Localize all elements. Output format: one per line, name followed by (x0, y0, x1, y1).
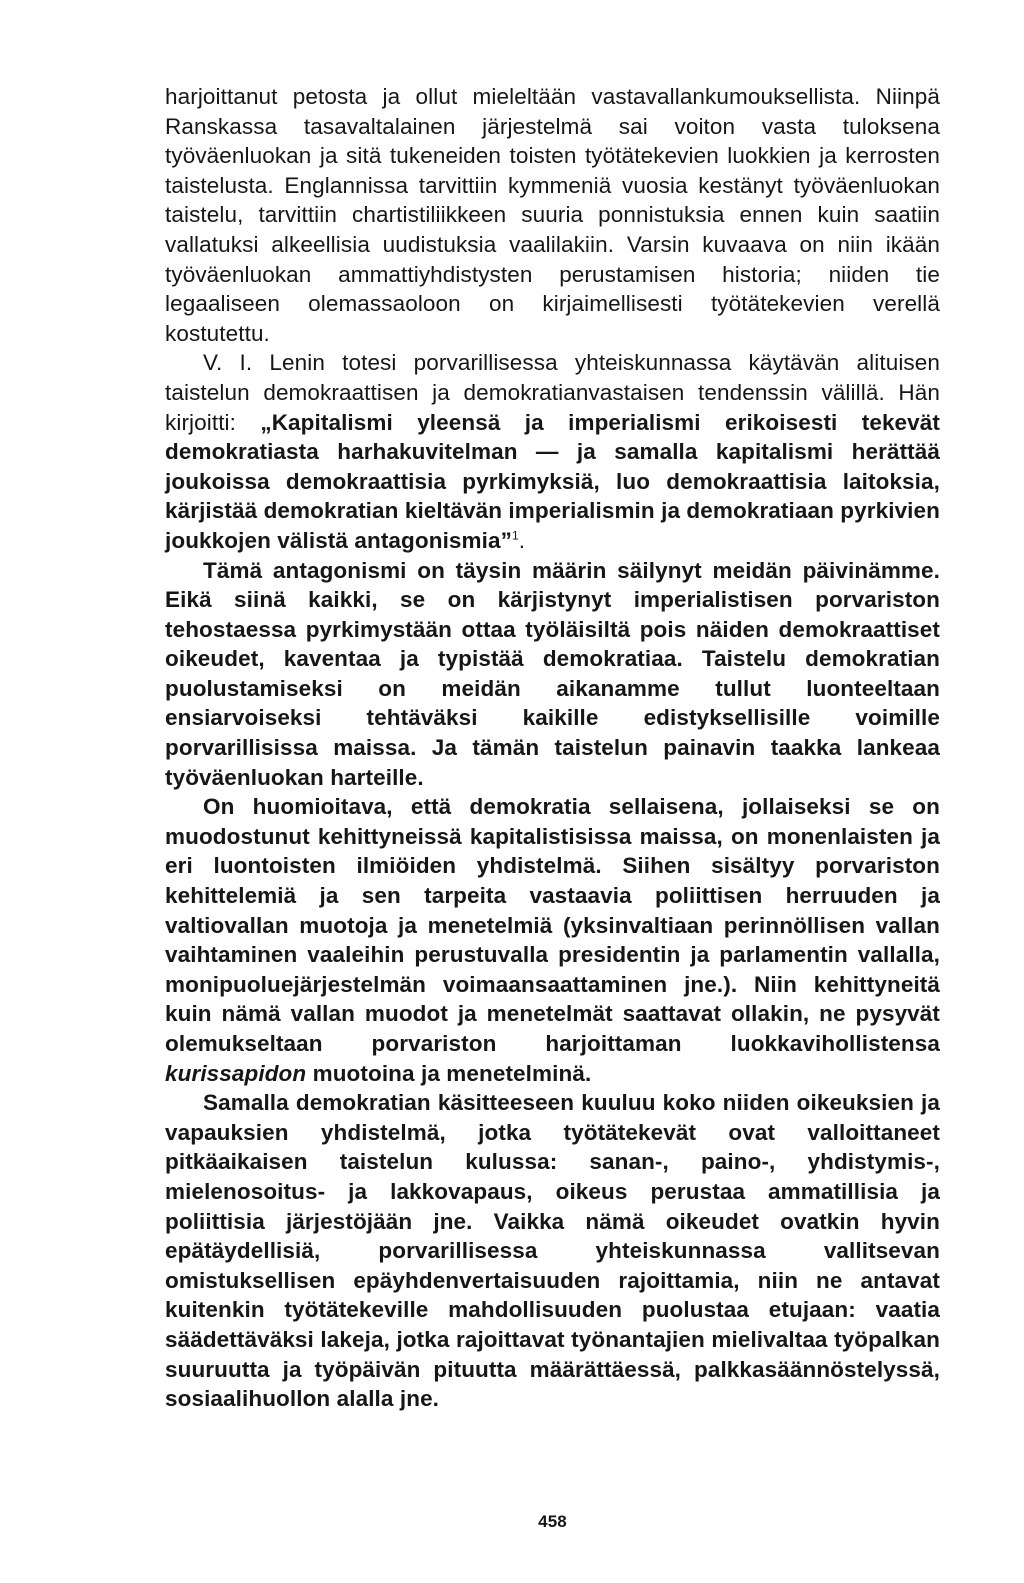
paragraph-2 (165, 348, 940, 555)
paragraph-3-text: Tämä antagonismi on täysin määrin säilynyt meidän päivinämme. Eikä siinä kaikki, se on kärjistynyt imperialistisen porvariston tehostaessa pyrkimystään ottaa työläisiltä pois näiden demokraattiset oikeudet, kaventaa ja typistää demokratiaa. Taistelu demokratian puolustamiseksi on meidän aikanamme tullut luonteeltaan ensiarvoiseksi tehtäväksi kaikille edistyksellisille voimille porvarillisissa maissa. Ja tämän taistelun painavin taakka lankeaa työväenluokan harteille. (165, 557, 940, 790)
paragraph-5-text: Samalla demokratian käsitteeseen kuuluu koko niiden oikeuksien ja vapauksien yhdistelmä, jotka työtätekevät ovat valloittaneet pitkäaikaisen taistelun kulussa: sanan-, paino-, yhdistymis-, mielenosoitus- ja lakkovapaus, oikeus perustaa ammatillisia ja poliittisia järjestöjään jne. Vaikka nämä oikeudet ovatkin hyvin epätäydellisiä, porvarillisessa yhteiskunnassa vallitsevan omistuksellisen epäyhdenvertaisuuden rajoittamia, niin ne antavat kuitenkin työtätekeville mahdollisuuden puolustaa etujaan: vaatia säädettäväksi lakeja, jotka rajoittavat työnantajien mielivaltaa työpalkan suuruutta ja työpäivän pituutta määrättäessä, palkkasäännöstelyssä, sosiaalihuollon alalla jne. (165, 1090, 940, 1412)
emphasis-kurissapidon: kurissapidon (165, 1060, 307, 1086)
page-number: 458 (538, 1512, 567, 1531)
paragraph-4-end: muotoina ja menetelminä. (306, 1060, 592, 1086)
paragraph-5 (165, 1088, 940, 1414)
document-page (165, 82, 940, 1531)
lenin-quote: „Kapitalismi yleensä ja imperialismi erikoisesti tekevät demokratiasta harhakuvitelman — ja samalla kapitalismi herättää joukoissa demokraattisia pyrkimyksiä, luo demokraattisia laitoksia, kärjistää demokratian kieltävän imperialismin ja demokratiaan pyrkivien joukkojen välistä antagonismia” (165, 409, 940, 553)
paragraph-3 (165, 556, 940, 793)
paragraph-1 (165, 82, 940, 348)
footnote-reference: 1 (511, 528, 519, 543)
paragraph-4-text: On huomioitava, että demokratia sellaisena, jollaiseksi se on muodostunut kehittyneissä kapitalistisissa maissa, on monenlaisten ja eri luontoisten ilmiöiden yhdistelmä. Siihen sisältyy porvariston kehittelemiä ja sen tarpeita vastaavia poliittisen herruuden ja valtiovallan muotoja ja menetelmiä (yksinvaltiaan perinnöllisen vallan vaihtaminen vaaleihin perustuvalla presidentin ja parlamentin vallalla, monipuoluejärjestelmän voimaansaattaminen jne.). Niin kehittyneitä kuin nämä vallan muodot ja menetelmät saattavat ollakin, ne pysyvät olemukseltaan porvariston harjoittaman luokkavihollistensa (165, 794, 940, 1056)
paragraph-2-end: . (518, 527, 526, 553)
paragraph-4 (165, 792, 940, 1088)
paragraph-2-text: V. I. Lenin totesi porvarillisessa yhteiskunnassa käytävän alituisen taistelun demokraattisen ja demokratianvastaisen tendenssin välillä. Hän kirjoitti: (165, 350, 940, 435)
paragraph-1-text: harjoittanut petosta ja ollut mieleltään vastavallankumouksellista. Niinpä Ranskassa tasavaltalainen järjestelmä sai voiton vasta tuloksena työväenluokan ja sitä tukeneiden toisten työtätekevien luokkien ja kerrosten taistelusta. Englannissa tarvittiin kymmeniä vuosia kestänyt työväenluokan taistelu, tarvittiin chartistiliikkeen suuria ponnistuksia ennen kuin saatiin vallatuksi alkeellisia uudistuksia vaalilakiin. Varsin kuvaava on niin ikään työväenluokan ammattiyhdistysten perustamisen historia; niiden tie legaaliseen olemassaoloon on kirjaimellisesti työtätekevien verellä kostutettu. (165, 84, 940, 346)
